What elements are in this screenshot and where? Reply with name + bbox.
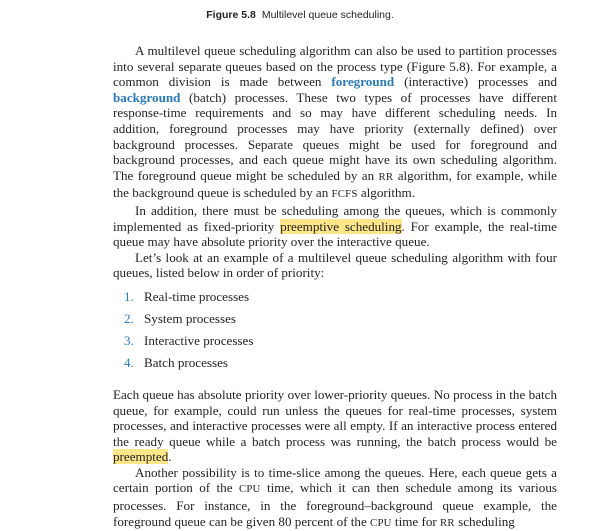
list-number: 4. — [124, 354, 134, 370]
paragraph-5: Another possibility is to time-slice among the queues. Here, each queue gets a certain portion of the CPU time, which it can then schedule among its various processes. For instance, in the foreground–background queue example, the foreground queue can be given 80 percent of the CPU time for RR scheduling — [113, 464, 557, 529]
paragraph-4: Each queue has absolute priority over lower-priority queues. No process in the batch queue, for example, could run unless the queues for real-time processes, system processes, and interactive processes were all empty. If an interactive process entered the ready queue while a batch process was running, the batch process would be preempted. — [113, 386, 557, 465]
list-item — [124, 355, 557, 377]
list-number: 2. — [124, 310, 134, 326]
acronym-cpu: CPU — [238, 483, 261, 496]
body-text — [113, 43, 557, 531]
list-number: 1. — [124, 288, 134, 304]
figure-title: Multilevel queue scheduling. — [261, 9, 394, 21]
list-label: Interactive processes — [144, 332, 254, 348]
list-label: Batch processes — [144, 354, 228, 370]
queue-list — [113, 289, 557, 377]
acronym-cpu: CPU — [370, 516, 392, 529]
highlight-preempted: preempted — [113, 449, 169, 465]
highlight-preemptive-scheduling: preemptive scheduling — [280, 218, 402, 234]
acronym-rr: RR — [440, 516, 455, 529]
term-background: background — [113, 89, 181, 105]
paragraph-2: In addition, there must be scheduling among the queues, which is commonly implemented as fixed-priority preemptive scheduling. For example, the real-time queue may have absolute priority over the interactive queue. — [113, 202, 557, 250]
list-item — [124, 311, 557, 333]
paragraph-3: Let’s look at an example of a multilevel queue scheduling algorithm with four queues, listed below in order of priority: — [113, 249, 557, 281]
acronym-rr: RR — [378, 170, 394, 183]
list-label: Real-time processes — [144, 288, 250, 304]
figure-caption — [0, 9, 600, 21]
acronym-fcfs: FCFS — [331, 188, 358, 201]
list-label: System processes — [144, 310, 237, 326]
list-item — [124, 333, 557, 355]
list-number: 3. — [124, 332, 134, 348]
term-foreground: foreground — [331, 74, 395, 90]
paragraph-1: A multilevel queue scheduling algorithm can also be used to partition processes into several separate queues based on the process type (Figure 5.8). For example, a common division is made between foreground (interactive) processes and background (batch) processes. These two types of processes have different response-time requirements and so may have different scheduling needs. In addition, foreground processes may have priority (externally defined) over background processes. Separate queues might be used for foreground and background processes, and each queue might have its own scheduling algorithm. The foreground queue might be scheduled by an RR algorithm, for example, while the background queue is scheduled by an FCFS algorithm. — [113, 43, 557, 201]
list-item — [124, 289, 557, 311]
figure-number: Figure 5.8 — [206, 9, 256, 21]
